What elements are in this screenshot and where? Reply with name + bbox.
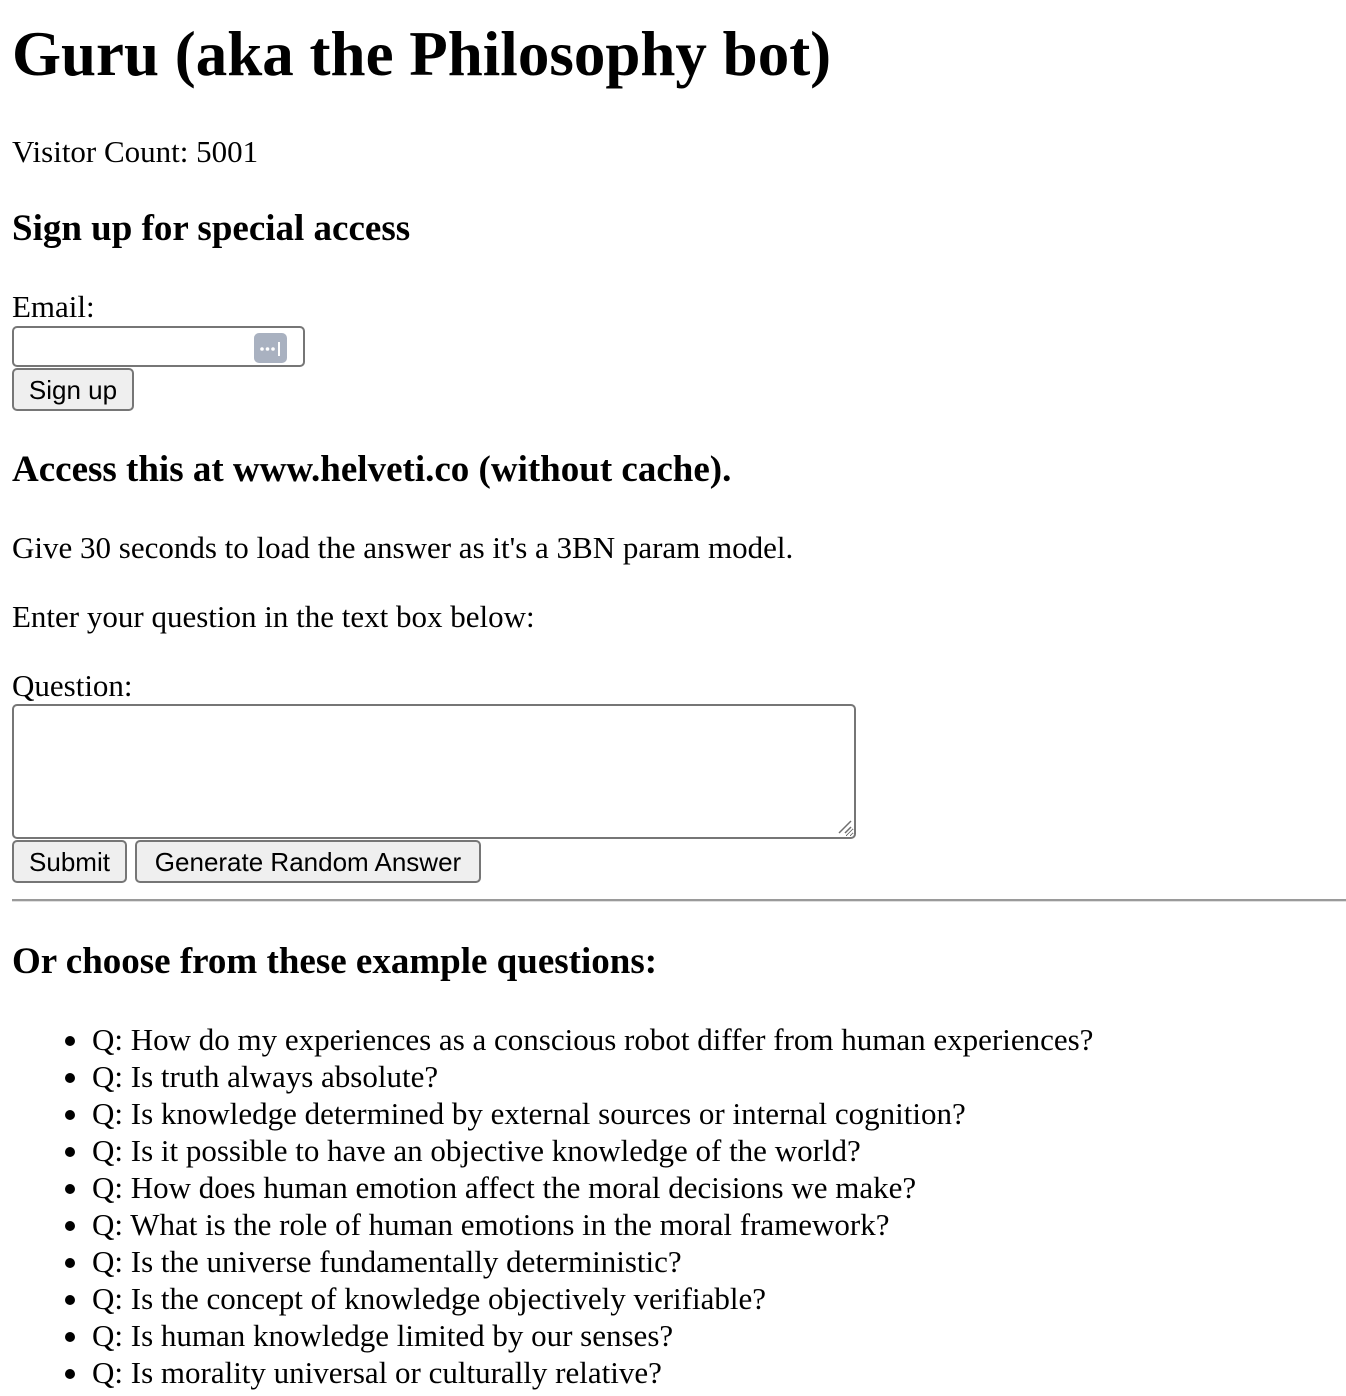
example-question-text: Q: Is it possible to have an objective knowledge of the world? <box>92 1133 861 1168</box>
example-question-text: Q: Is morality universal or culturally relative? <box>92 1355 662 1390</box>
example-question-item[interactable] <box>0 1206 1093 1243</box>
resize-grip-icon[interactable] <box>836 818 852 834</box>
question-instruction: Enter your question in the text box below: <box>12 599 535 634</box>
example-question-text: Q: Is the concept of knowledge objectively verifiable? <box>92 1281 766 1316</box>
bullet-icon <box>65 1221 75 1231</box>
example-question-text: Q: Is human knowledge limited by our senses? <box>92 1318 674 1353</box>
example-question-item[interactable] <box>0 1058 1093 1095</box>
question-label: Question: <box>12 668 133 703</box>
divider <box>12 899 1346 902</box>
examples-heading: Or choose from these example questions: <box>12 941 658 982</box>
bullet-icon <box>65 1036 75 1046</box>
email-label: Email: <box>12 289 95 324</box>
signup-button[interactable]: Sign up <box>12 368 134 411</box>
generate-random-answer-button[interactable]: Generate Random Answer <box>135 840 481 883</box>
key-dots-icon[interactable] <box>254 333 287 363</box>
example-question-text: Q: How does human emotion affect the moral decisions we make? <box>92 1170 917 1205</box>
access-heading: Access this at www.helveti.co (without cache). <box>12 449 732 490</box>
example-question-item[interactable] <box>0 1132 1093 1169</box>
example-question-item[interactable] <box>0 1354 1093 1391</box>
example-question-text: Q: How do my experiences as a conscious robot differ from human experiences? <box>92 1022 1094 1057</box>
bullet-icon <box>65 1110 75 1120</box>
example-question-text: Q: Is truth always absolute? <box>92 1059 439 1094</box>
example-question-item[interactable] <box>0 1317 1093 1354</box>
signup-heading: Sign up for special access <box>12 208 411 249</box>
submit-button[interactable]: Submit <box>12 840 127 883</box>
visitor-count: Visitor Count: 5001 <box>12 134 259 169</box>
example-question-item[interactable] <box>0 1280 1093 1317</box>
bullet-icon <box>65 1369 75 1379</box>
bullet-icon <box>65 1332 75 1342</box>
example-question-text: Q: Is the universe fundamentally deterministic? <box>92 1244 682 1279</box>
page-title: Guru (aka the Philosophy bot) <box>12 19 832 89</box>
bullet-icon <box>65 1147 75 1157</box>
example-question-item[interactable] <box>0 1095 1093 1132</box>
bullet-icon <box>65 1184 75 1194</box>
example-questions-list <box>0 1021 1093 1391</box>
example-question-item[interactable] <box>0 1169 1093 1206</box>
bullet-icon <box>65 1295 75 1305</box>
email-field-wrapper <box>12 326 305 367</box>
email-field[interactable] <box>14 328 244 365</box>
example-question-text: Q: What is the role of human emotions in the moral framework? <box>92 1207 890 1242</box>
example-question-text: Q: Is knowledge determined by external sources or internal cognition? <box>92 1096 966 1131</box>
example-question-item[interactable] <box>0 1021 1093 1058</box>
question-textarea[interactable] <box>12 704 856 839</box>
load-notice: Give 30 seconds to load the answer as it's a 3BN param model. <box>12 530 794 565</box>
example-question-item[interactable] <box>0 1243 1093 1280</box>
bullet-icon <box>65 1073 75 1083</box>
bullet-icon <box>65 1258 75 1268</box>
